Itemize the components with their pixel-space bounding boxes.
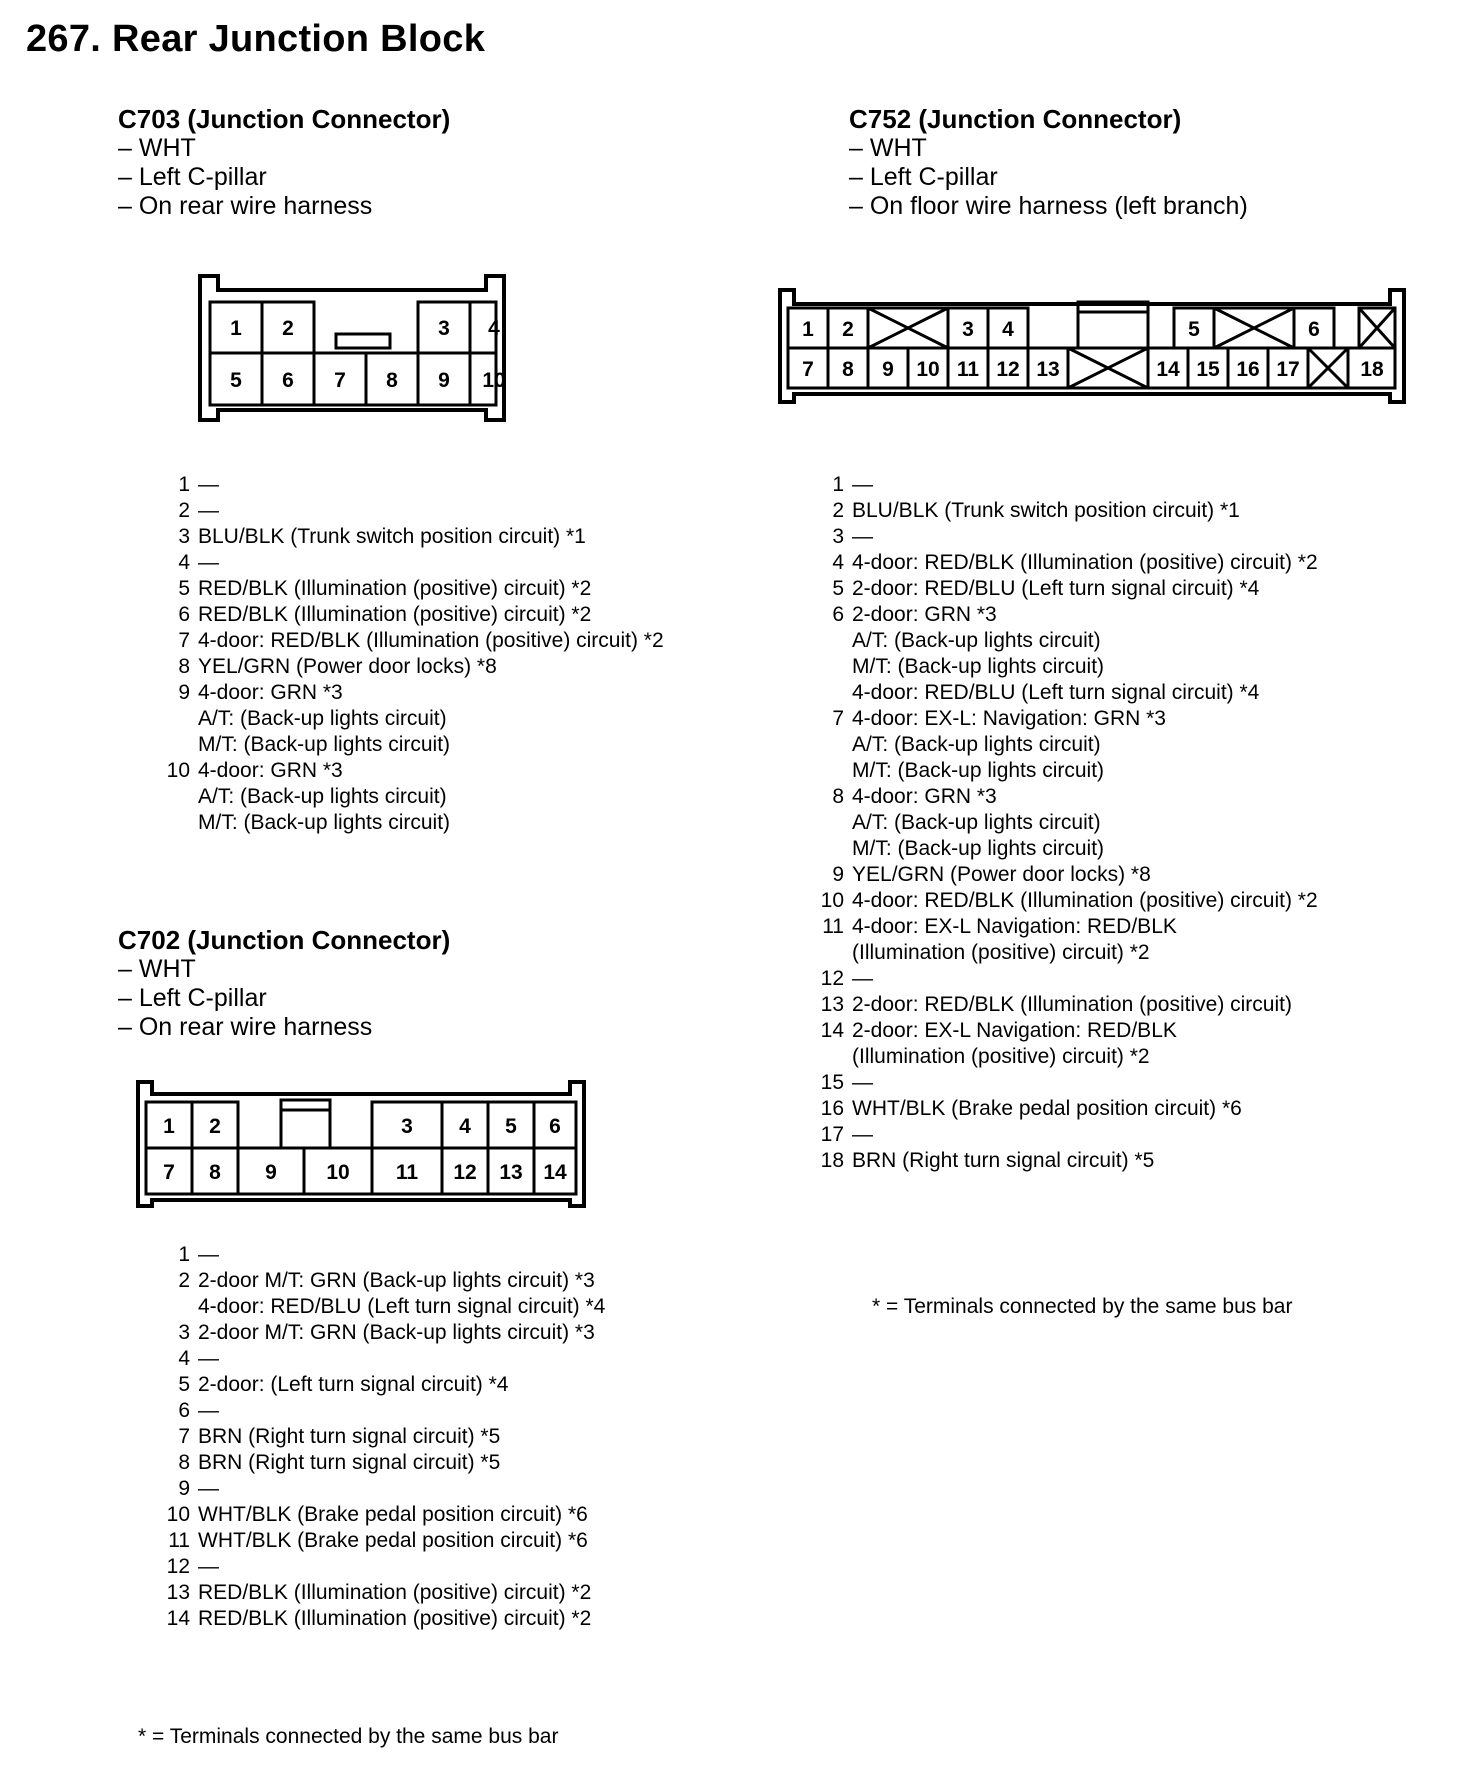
- c703-cavity: 7: [334, 369, 346, 392]
- pin-description: RED/BLK (Illumination (positive) circuit) *2: [198, 603, 592, 626]
- pin-number: 6: [178, 603, 190, 626]
- c703-cavity: 2: [282, 317, 294, 340]
- pin-row: [156, 654, 664, 680]
- c752-cavity: 1: [802, 318, 814, 341]
- pin-number: 14: [820, 1019, 844, 1042]
- c703-cavity: 10: [482, 369, 506, 392]
- pin-description: YEL/GRN (Power door locks) *8: [852, 863, 1151, 886]
- pin-description: 2-door: RED/BLU (Left turn signal circuit) *4: [852, 577, 1260, 600]
- pin-row: [810, 550, 1318, 576]
- pin-number: 8: [178, 655, 190, 678]
- c752-cavity: 16: [1236, 358, 1260, 381]
- pin-description: —: [198, 1399, 219, 1422]
- c702-cavity: 9: [265, 1161, 277, 1184]
- pin-row: [156, 1502, 605, 1528]
- pin-description-continued: M/T: (Back-up lights circuit): [852, 655, 1105, 678]
- pin-number: 3: [832, 525, 844, 548]
- pin-description: —: [198, 1477, 219, 1500]
- pin-description-continued: M/T: (Back-up lights circuit): [852, 837, 1105, 860]
- pin-description-continued: M/T: (Back-up lights circuit): [198, 733, 451, 756]
- pin-row: [156, 1554, 605, 1580]
- pin-description: YEL/GRN (Power door locks) *8: [198, 655, 497, 678]
- pin-description: BLU/BLK (Trunk switch position circuit) *1: [198, 525, 586, 548]
- pin-number: 10: [820, 889, 844, 912]
- c752-cavity: 9: [882, 358, 894, 381]
- pin-number: 6: [832, 603, 844, 626]
- pin-row: [156, 576, 664, 602]
- c703-cavity: 9: [438, 369, 450, 392]
- pin-description-continued: A/T: (Back-up lights circuit): [852, 811, 1101, 834]
- pin-number: 7: [832, 707, 844, 730]
- pin-row: [810, 914, 1318, 940]
- c702-title: C702 (Junction Connector): [118, 925, 451, 955]
- c702-cavity: 13: [499, 1161, 523, 1184]
- pin-description: WHT/BLK (Brake pedal position circuit) *6: [198, 1503, 588, 1526]
- c752-cavity: 11: [956, 358, 980, 381]
- pin-description-continued: A/T: (Back-up lights circuit): [852, 629, 1101, 652]
- pin-description: 4-door: RED/BLK (Illumination (positive) circuit) *2: [852, 551, 1318, 574]
- pin-description-continued: M/T: (Back-up lights circuit): [852, 759, 1105, 782]
- pin-number: 4: [178, 551, 190, 574]
- pin-number: 1: [178, 1243, 190, 1266]
- pin-row: [810, 472, 1318, 498]
- pin-number: 12: [820, 967, 844, 990]
- pin-number: 8: [832, 785, 844, 808]
- pin-row: [810, 576, 1318, 602]
- pin-number: 13: [820, 993, 844, 1016]
- pin-description: —: [198, 473, 219, 496]
- pin-row: [156, 1372, 605, 1398]
- c703-location: – Left C-pillar: [118, 163, 450, 192]
- pin-description: 4-door: RED/BLK (Illumination (positive) circuit) *2: [198, 629, 664, 652]
- pin-description: —: [852, 525, 873, 548]
- c702-cavity: 10: [326, 1161, 350, 1184]
- pin-row: [156, 628, 664, 654]
- c752-harness: – On floor wire harness (left branch): [849, 192, 1248, 221]
- pin-description: BLU/BLK (Trunk switch position circuit) *1: [852, 499, 1240, 522]
- c752-cavity: 8: [842, 358, 854, 381]
- pin-number: 9: [178, 681, 190, 704]
- c752-color: – WHT: [849, 134, 1248, 163]
- pin-row: [810, 784, 1318, 810]
- c702-pin-list: [156, 1242, 605, 1632]
- pin-number: 2: [178, 499, 190, 522]
- pin-description: 2-door: (Left turn signal circuit) *4: [198, 1373, 509, 1396]
- pin-row: [810, 1070, 1318, 1096]
- pin-description: 4-door: EX-L Navigation: RED/BLK: [852, 915, 1177, 938]
- pin-number: 1: [178, 473, 190, 496]
- pin-description: 2-door M/T: GRN (Back-up lights circuit) *3: [198, 1321, 595, 1344]
- pin-number: 2: [178, 1269, 190, 1292]
- c752-cavity: 18: [1360, 358, 1384, 381]
- pin-number: 10: [166, 759, 190, 782]
- pin-number: 17: [820, 1123, 844, 1146]
- c702-cavity: 3: [401, 1115, 413, 1138]
- pin-row: [156, 472, 664, 498]
- c752-cavity: 6: [1308, 318, 1320, 341]
- pin-description: BRN (Right turn signal circuit) *5: [198, 1425, 501, 1448]
- c702-connector-diagram: [136, 1080, 592, 1210]
- pin-description: RED/BLK (Illumination (positive) circuit) *2: [198, 1581, 592, 1604]
- pin-row: [156, 1450, 605, 1476]
- pin-description: —: [852, 967, 873, 990]
- pin-description: WHT/BLK (Brake pedal position circuit) *6: [198, 1529, 588, 1552]
- pin-description: —: [852, 1123, 873, 1146]
- pin-row: [810, 602, 1318, 628]
- pin-description: —: [198, 1347, 219, 1370]
- pin-row: [810, 888, 1318, 914]
- pin-description: 2-door: GRN *3: [852, 603, 997, 626]
- pin-row: [156, 1320, 605, 1346]
- pin-row: [156, 1606, 605, 1632]
- c702-cavity: 8: [209, 1161, 221, 1184]
- c702-header: [118, 925, 450, 1042]
- pin-row: [156, 1346, 605, 1372]
- c702-cavity: 6: [549, 1115, 561, 1138]
- pin-number: 13: [166, 1581, 190, 1604]
- pin-number: 3: [178, 525, 190, 548]
- pin-row: [810, 1096, 1318, 1122]
- pin-number: 10: [166, 1503, 190, 1526]
- c703-connector-svg: [196, 272, 530, 424]
- pin-number: 5: [178, 577, 190, 600]
- pin-description: RED/BLK (Illumination (positive) circuit) *2: [198, 1607, 592, 1630]
- c703-color: – WHT: [118, 134, 450, 163]
- pin-row: [810, 992, 1318, 1018]
- pin-number: 2: [832, 499, 844, 522]
- pin-description-continued: 4-door: RED/BLU (Left turn signal circuit) *4: [852, 681, 1260, 704]
- pin-description: BRN (Right turn signal circuit) *5: [852, 1149, 1155, 1172]
- pin-row: [810, 1148, 1318, 1174]
- c752-cavity: 14: [1156, 358, 1180, 381]
- pin-row: [156, 1476, 605, 1502]
- pin-description: 4-door: EX-L: Navigation: GRN *3: [852, 707, 1166, 730]
- pin-description: RED/BLK (Illumination (positive) circuit) *2: [198, 577, 592, 600]
- c752-cavity: 2: [842, 318, 854, 341]
- c752-cavity: 12: [996, 358, 1020, 381]
- c703-title: C703 (Junction Connector): [118, 104, 451, 134]
- pin-row: [156, 1580, 605, 1606]
- pin-description-continued: A/T: (Back-up lights circuit): [198, 707, 447, 730]
- pin-description-continued: (Illumination (positive) circuit) *2: [852, 941, 1150, 964]
- pin-row: [156, 498, 664, 524]
- pin-row: [810, 862, 1318, 888]
- pin-number: 11: [822, 915, 844, 938]
- pin-row: [810, 1122, 1318, 1148]
- pin-row: [810, 498, 1318, 524]
- pin-number: 5: [832, 577, 844, 600]
- c703-cavity: 6: [282, 369, 294, 392]
- c752-cavity: 7: [802, 358, 814, 381]
- pin-description: —: [198, 499, 219, 522]
- pin-row: [810, 524, 1318, 550]
- pin-description: —: [198, 1243, 219, 1266]
- c702-cavity: 4: [459, 1115, 471, 1138]
- c702-cavity: 7: [163, 1161, 175, 1184]
- pin-description: 2-door M/T: GRN (Back-up lights circuit) *3: [198, 1269, 595, 1292]
- pin-row: [156, 1398, 605, 1424]
- pin-number: 14: [166, 1607, 190, 1630]
- pin-number: 3: [178, 1321, 190, 1344]
- c752-cavity: 15: [1196, 358, 1220, 381]
- c752-cavity: 13: [1036, 358, 1060, 381]
- pin-number: 9: [832, 863, 844, 886]
- c703-harness: – On rear wire harness: [118, 192, 450, 221]
- pin-description: WHT/BLK (Brake pedal position circuit) *6: [852, 1097, 1242, 1120]
- pin-number: 4: [832, 551, 844, 574]
- pin-description: 2-door: EX-L Navigation: RED/BLK: [852, 1019, 1177, 1042]
- pin-row: [156, 1242, 605, 1268]
- pin-number: 1: [832, 473, 844, 496]
- pin-number: 18: [820, 1149, 844, 1172]
- c752-title: C752 (Junction Connector): [849, 104, 1182, 134]
- pin-description: 4-door: GRN *3: [852, 785, 997, 808]
- c702-cavity: 12: [453, 1161, 477, 1184]
- pin-description: —: [198, 1555, 219, 1578]
- pin-row: [810, 706, 1318, 732]
- pin-number: 11: [168, 1529, 190, 1552]
- c703-cavity: 5: [230, 369, 242, 392]
- pin-number: 4: [178, 1347, 190, 1370]
- pin-row: [156, 524, 664, 550]
- c702-cavity: 11: [395, 1161, 419, 1184]
- pin-row: [810, 966, 1318, 992]
- c752-connector-diagram: [776, 286, 1412, 408]
- pin-number: 8: [178, 1451, 190, 1474]
- c752-cavity: 5: [1188, 318, 1200, 341]
- c703-pin-list: [156, 472, 664, 836]
- page-title: 267. Rear Junction Block: [26, 18, 486, 60]
- c702-harness: – On rear wire harness: [118, 1013, 450, 1042]
- c752-location: – Left C-pillar: [849, 163, 1248, 192]
- c702-cavity: 2: [209, 1115, 221, 1138]
- pin-row: [156, 1424, 605, 1450]
- pin-description: BRN (Right turn signal circuit) *5: [198, 1451, 501, 1474]
- pin-description: —: [852, 1071, 873, 1094]
- pin-description-continued: 4-door: RED/BLU (Left turn signal circuit) *4: [198, 1295, 606, 1318]
- c752-cavity: 10: [916, 358, 940, 381]
- c702-location: – Left C-pillar: [118, 984, 450, 1013]
- pin-number: 5: [178, 1373, 190, 1396]
- c752-header: [849, 104, 1248, 221]
- c702-color: – WHT: [118, 955, 450, 984]
- pin-number: 12: [166, 1555, 190, 1578]
- pin-description: 4-door: GRN *3: [198, 759, 343, 782]
- c703-connector-diagram: [196, 272, 530, 424]
- c702-connector-svg: [136, 1080, 592, 1210]
- pin-description: 4-door: RED/BLK (Illumination (positive) circuit) *2: [852, 889, 1318, 912]
- c702-footnote: * = Terminals connected by the same bus bar: [138, 1725, 559, 1748]
- pin-number: 7: [178, 629, 190, 652]
- pin-description: 4-door: GRN *3: [198, 681, 343, 704]
- pin-description-continued: A/T: (Back-up lights circuit): [198, 785, 447, 808]
- pin-row: [156, 550, 664, 576]
- c703-header: [118, 104, 450, 221]
- c703-cavity: 1: [230, 317, 242, 340]
- c703-cavity: 3: [438, 317, 450, 340]
- pin-row: [156, 602, 664, 628]
- c752-cavity: 3: [962, 318, 974, 341]
- pin-number: 16: [820, 1097, 844, 1120]
- pin-number: 6: [178, 1399, 190, 1422]
- pin-description-continued: A/T: (Back-up lights circuit): [852, 733, 1101, 756]
- pin-description-continued: (Illumination (positive) circuit) *2: [852, 1045, 1150, 1068]
- c702-cavity: 1: [163, 1115, 175, 1138]
- pin-row: [156, 680, 664, 706]
- pin-description: 2-door: RED/BLK (Illumination (positive) circuit): [852, 993, 1292, 1016]
- c703-cavity: 8: [386, 369, 398, 392]
- c752-cavity: 4: [1002, 318, 1014, 341]
- pin-description: —: [198, 551, 219, 574]
- pin-row: [156, 1268, 605, 1294]
- c752-pin-list: [810, 472, 1318, 1174]
- c752-cavity: 17: [1276, 358, 1300, 381]
- c752-footnote: * = Terminals connected by the same bus bar: [872, 1295, 1293, 1318]
- c702-cavity: 14: [543, 1161, 567, 1184]
- pin-row: [156, 758, 664, 784]
- pin-number: 7: [178, 1425, 190, 1448]
- c702-cavity: 5: [505, 1115, 517, 1138]
- pin-row: [156, 1528, 605, 1554]
- pin-description-continued: M/T: (Back-up lights circuit): [198, 811, 451, 834]
- pin-number: 9: [178, 1477, 190, 1500]
- pin-row: [810, 1018, 1318, 1044]
- c752-connector-svg: [776, 286, 1412, 408]
- c703-cavity: 4: [488, 317, 500, 340]
- pin-description: —: [852, 473, 873, 496]
- pin-number: 15: [820, 1071, 844, 1094]
